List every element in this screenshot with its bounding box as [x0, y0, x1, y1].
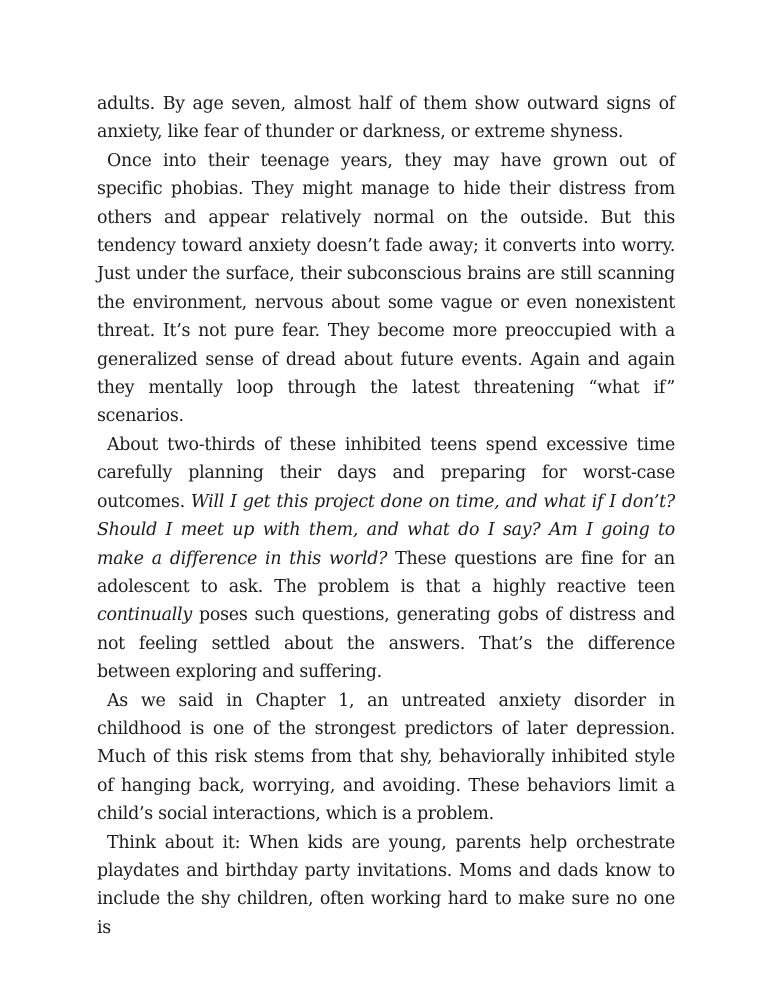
text-run: Think about it: When kids are young, parents help orchestrate playdates and birthday party invitations. Moms and dads know to include the shy children, often working hard to make sure no one is	[97, 832, 675, 938]
text-run: adults. By age seven, almost half of them show outward signs of anxiety, like fear of thunder or darkness, or extreme shyness.	[97, 94, 675, 143]
italic-text-run: continually	[97, 605, 192, 626]
paragraph	[97, 147, 675, 431]
paragraph	[97, 431, 675, 687]
text-run: About two-thirds of these inhibited teens spend excessive time carefully planning their days and preparing for worst-case outcomes.	[97, 434, 675, 512]
text-run: These questions are fine for an adolescent to ask. The problem is that a highly reactive teen	[97, 548, 675, 597]
paragraph	[97, 90, 675, 147]
paragraph	[97, 687, 675, 829]
paragraph	[97, 829, 675, 943]
text-run: Once into their teenage years, they may have grown out of specific phobias. They might manage to hide their distress from others and appear relatively normal on the outside. But this tendency toward anxiety doesn’t fade away; it converts into worry. Just under the surface, their subconscious brains are still scanning the environment, nervous about some vague or even nonexistent threat. It’s not pure fear. They become more preoccupied with a generalized sense of dread about future events. Again and again they mentally loop through the latest threatening “what if” scenarios.	[97, 150, 675, 427]
text-run: poses such questions, generating gobs of distress and not feeling settled about the answers. That’s the difference between exploring and suffering.	[97, 605, 675, 683]
text-run: As we said in Chapter 1, an untreated anxiety disorder in childhood is one of the strongest predictors of later depression. Much of this risk stems from that shy, behaviorally inhibited style of hanging back, worrying, and avoiding. These behaviors limit a child’s social interactions, which is a problem.	[97, 690, 675, 825]
italic-text-run: Will I get this project done on time, and what if I don’t? Should I meet up with them, and what do I say? Am I going to make a difference in this world?	[97, 491, 675, 569]
page-body	[97, 90, 675, 942]
